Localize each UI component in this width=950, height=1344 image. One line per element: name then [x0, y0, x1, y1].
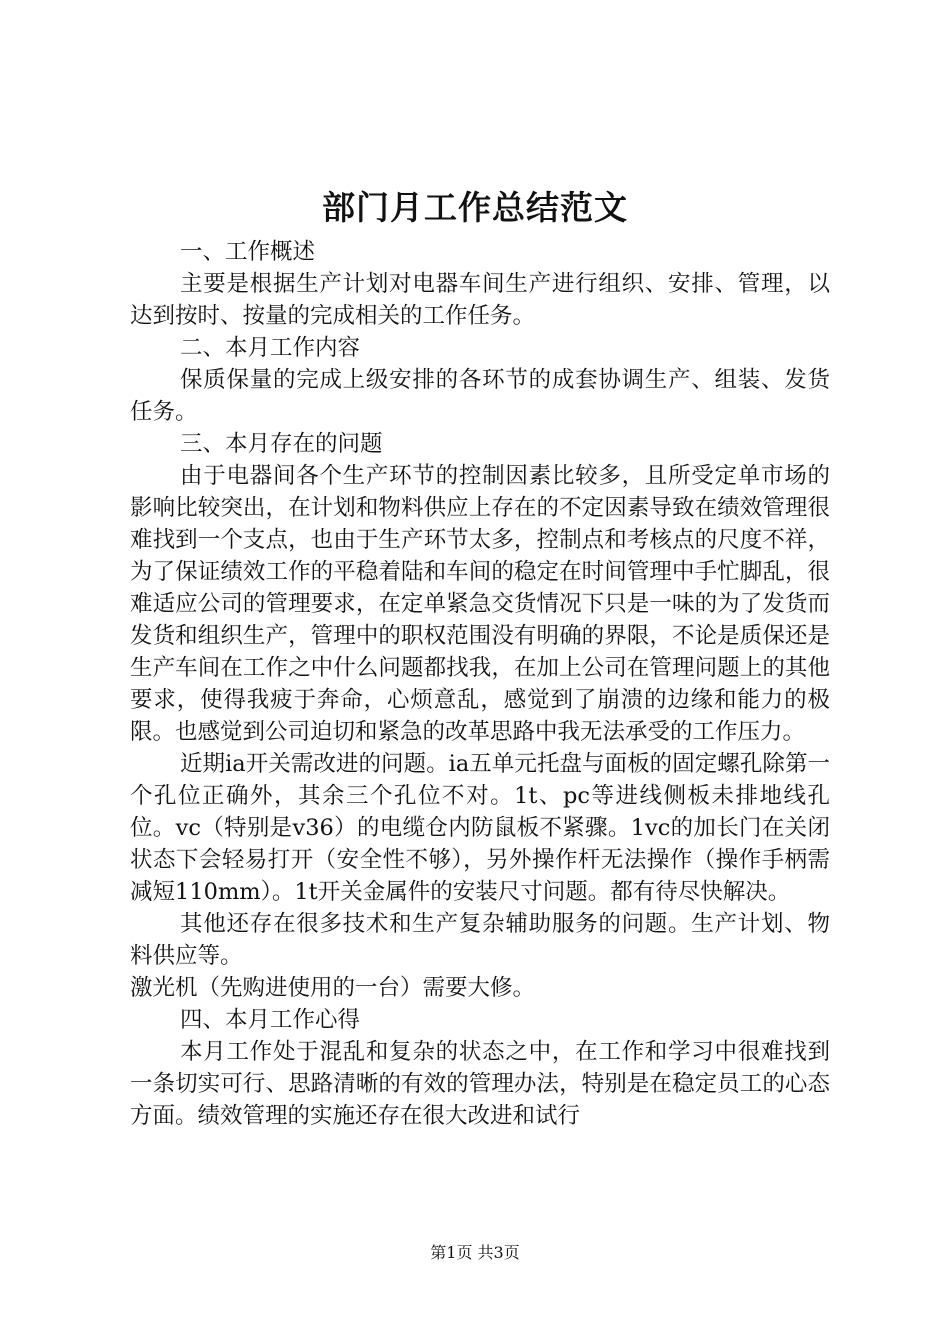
document-body — [130, 236, 830, 1132]
section-paragraph-insights: 本月工作处于混乱和复杂的状态之中，在工作和学习中很难找到一条切实可行、思路清晰的有效的管理办法，特别是在稳定员工的心态方面。绩效管理的实施还存在很大改进和试行 — [130, 1039, 830, 1129]
problems-paragraph-3: 其他还存在很多技术和生产复杂辅助服务的问题。生产计划、物料供应等。 — [130, 911, 830, 969]
page-number-footer: 第1页 共3页 — [430, 1243, 520, 1262]
section-heading-content: 二、本月工作内容 — [180, 335, 361, 361]
problems-paragraph-4: 激光机（先购进使用的一台）需要大修。 — [130, 975, 536, 1001]
section-heading-insights: 四、本月工作心得 — [180, 1007, 361, 1033]
section-heading-problems: 三、本月存在的问题 — [180, 431, 383, 457]
document-title: 部门月工作总结范文 — [322, 188, 628, 227]
problems-paragraph-1: 由于电器间各个生产环节的控制因素比较多，且所受定单市场的影响比较突出，在计划和物料供应上存在的不定因素导致在绩效管理很难找到一个支点，也由于生产环节太多，控制点和考核点的尺度不祥，为了保证绩效工作的平稳着陆和车间的稳定在时间管理中手忙脚乱，很难适应公司的管理要求，在定单紧急交货情况下只是一味的为了发货而发货和组织生产，管理中的职权范围没有明确的界限，不论是质保还是生产车间在工作之中什么问题都找我，在加上公司在管理问题上的其他要求，使得我疲于奔命，心烦意乱，感觉到了崩溃的边缘和能力的极限。也感觉到公司迫切和紧急的改革思路中我无法承受的工作压力。 — [130, 463, 830, 745]
section-paragraph-overview: 主要是根据生产计划对电器车间生产进行组织、安排、管理，以达到按时、按量的完成相关的工作任务。 — [130, 271, 830, 329]
section-paragraph-content: 保质保量的完成上级安排的各环节的成套协调生产、组装、发货任务。 — [130, 367, 830, 425]
section-heading-overview: 一、工作概述 — [180, 239, 316, 265]
problems-paragraph-2: 近期ia开关需改进的问题。ia五单元托盘与面板的固定螺孔除第一个孔位正确外，其余三个孔位不对。1t、pc等进线侧板未排地线孔位。vc（特别是v36）的电缆仓内防鼠板不紧骤。1vc的加长门在关闭状态下会轻易打开（安全性不够），另外操作杆无法操作（操作手柄需减短110mm）。1t开关金属件的安装尺寸问题。都有待尽快解决。 — [130, 751, 830, 905]
